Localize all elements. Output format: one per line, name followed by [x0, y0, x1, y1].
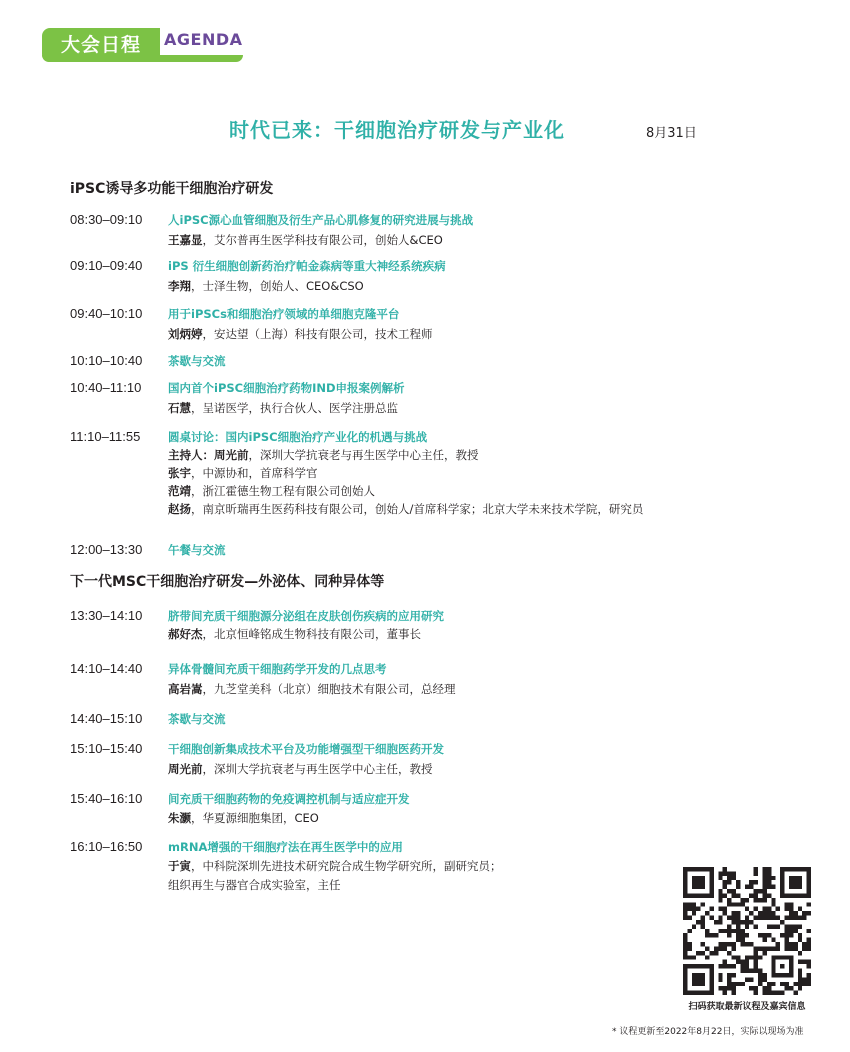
- header-tab-cn: 大会日程: [42, 28, 160, 62]
- speaker-name: 刘炳婷: [168, 327, 203, 341]
- agenda-time: 09:40–10:10: [70, 306, 143, 321]
- speaker-name: 张宇: [168, 466, 191, 480]
- speaker-affiliation: ，深圳大学抗衰老与再生医学中心主任，教授: [202, 762, 433, 776]
- page-title: 时代已来：干细胞治疗研发与产业化: [229, 118, 565, 142]
- speaker-name: 石慧: [168, 401, 191, 415]
- agenda-time: 08:30–09:10: [70, 212, 143, 227]
- agenda-topic: mRNA增强的干细胞疗法在再生医学中的应用: [168, 840, 403, 854]
- agenda-speaker: [168, 681, 456, 697]
- agenda-time: 10:10–10:40: [70, 353, 143, 368]
- speaker-name: 李翔: [168, 279, 191, 293]
- agenda-speaker: [168, 501, 643, 517]
- agenda-speaker: [168, 278, 364, 294]
- speaker-name: 赵扬: [168, 502, 191, 516]
- speaker-name: 朱灏: [168, 811, 191, 825]
- agenda-topic: 茶歇与交流: [168, 712, 226, 726]
- agenda-speaker: [168, 483, 375, 499]
- agenda-speaker: [168, 877, 341, 893]
- section-heading-ipsc: iPSC诱导多功能干细胞治疗研发: [70, 181, 274, 197]
- agenda-speaker: [168, 232, 443, 248]
- speaker-name: 于寅: [168, 859, 191, 873]
- agenda-speaker: [168, 858, 502, 874]
- agenda-speaker: [168, 326, 433, 342]
- agenda-time: 15:10–15:40: [70, 741, 143, 756]
- agenda-topic: 人iPSC源心血管细胞及衍生产品心肌修复的研究进展与挑战: [168, 213, 474, 227]
- agenda-topic: 脐带间充质干细胞源分泌组在皮肤创伤疾病的应用研究: [168, 609, 444, 623]
- speaker-affiliation: ，九芝堂美科（北京）细胞技术有限公司，总经理: [202, 682, 456, 696]
- agenda-time: 10:40–11:10: [70, 380, 142, 395]
- speaker-affiliation: ，艾尔普再生医学科技有限公司，创始人&CEO: [202, 233, 443, 247]
- agenda-topic: 间充质干细胞药物的免疫调控机制与适应症开发: [168, 792, 410, 806]
- speaker-affiliation: ，中科院深圳先进技术研究院合成生物学研究所，副研究员；: [191, 859, 502, 873]
- speaker-affiliation: ，呈诺医学，执行合伙人、医学注册总监: [191, 401, 398, 415]
- speaker-affiliation: ，北京恒峰铭成生物科技有限公司，董事长: [202, 627, 421, 641]
- speaker-name: 郝好杰: [168, 627, 203, 641]
- qr-code-icon[interactable]: [683, 867, 811, 995]
- agenda-speaker: [168, 400, 398, 416]
- footnote: * 议程更新至2022年8月22日，实际以现场为准: [612, 1027, 804, 1037]
- speaker-name: 周光前: [168, 762, 203, 776]
- agenda-speaker: [168, 447, 479, 463]
- speaker-name: 高岩嵩: [168, 682, 203, 696]
- speaker-name: 范靖: [168, 484, 191, 498]
- page-date: 8月31日: [646, 126, 697, 141]
- speaker-affiliation: 组织再生与器官合成实验室，主任: [168, 878, 341, 892]
- agenda-time: 15:40–16:10: [70, 791, 143, 806]
- speaker-affiliation: ，浙江霍德生物工程有限公司创始人: [191, 484, 375, 498]
- agenda-speaker: [168, 810, 319, 826]
- agenda-topic: 圆桌讨论：国内iPSC细胞治疗产业化的机遇与挑战: [168, 430, 428, 444]
- qr-caption: 扫码获取最新议程及嘉宾信息: [688, 1002, 806, 1012]
- agenda-time: 11:10–11:55: [70, 429, 141, 444]
- speaker-name: 王嘉显: [168, 233, 203, 247]
- agenda-time: 09:10–09:40: [70, 258, 143, 273]
- agenda-topic: 用于iPSCs和细胞治疗领域的单细胞克隆平台: [168, 307, 400, 321]
- agenda-time: 16:10–16:50: [70, 839, 143, 854]
- speaker-affiliation: ，南京昕瑞再生医药科技有限公司，创始人/首席科学家；北京大学未来技术学院，研究员: [191, 502, 644, 516]
- speaker-affiliation: ，中源协和，首席科学官: [191, 466, 318, 480]
- agenda-topic: 干细胞创新集成技术平台及功能增强型干细胞医药开发: [168, 742, 444, 756]
- speaker-affiliation: ，安达望（上海）科技有限公司，技术工程师: [202, 327, 433, 341]
- section-heading-msc: 下一代MSC干细胞治疗研发—外泌体、同种异体等: [70, 574, 385, 590]
- agenda-topic: iPS 衍生细胞创新药治疗帕金森病等重大神经系统疾病: [168, 259, 446, 273]
- agenda-time: 14:40–15:10: [70, 711, 143, 726]
- agenda-topic: 午餐与交流: [168, 543, 226, 557]
- agenda-speaker: [168, 465, 318, 481]
- agenda-speaker: [168, 761, 433, 777]
- speaker-affiliation: ，深圳大学抗衰老与再生医学中心主任，教授: [248, 448, 479, 462]
- agenda-time: 12:00–13:30: [70, 542, 143, 557]
- speaker-name: 主持人：周光前: [168, 448, 249, 462]
- speaker-affiliation: ，士泽生物，创始人、CEO&CSO: [191, 279, 364, 293]
- agenda-topic: 异体骨髓间充质干细胞药学开发的几点思考: [168, 662, 387, 676]
- agenda-time: 13:30–14:10: [70, 608, 143, 623]
- agenda-topic: 国内首个iPSC细胞治疗药物IND申报案例解析: [168, 381, 405, 395]
- speaker-affiliation: ，华夏源细胞集团，CEO: [191, 811, 319, 825]
- agenda-time: 14:10–14:40: [70, 661, 143, 676]
- header-tab-en: AGENDA: [164, 30, 243, 49]
- agenda-topic: 茶歇与交流: [168, 354, 226, 368]
- agenda-speaker: [168, 626, 421, 642]
